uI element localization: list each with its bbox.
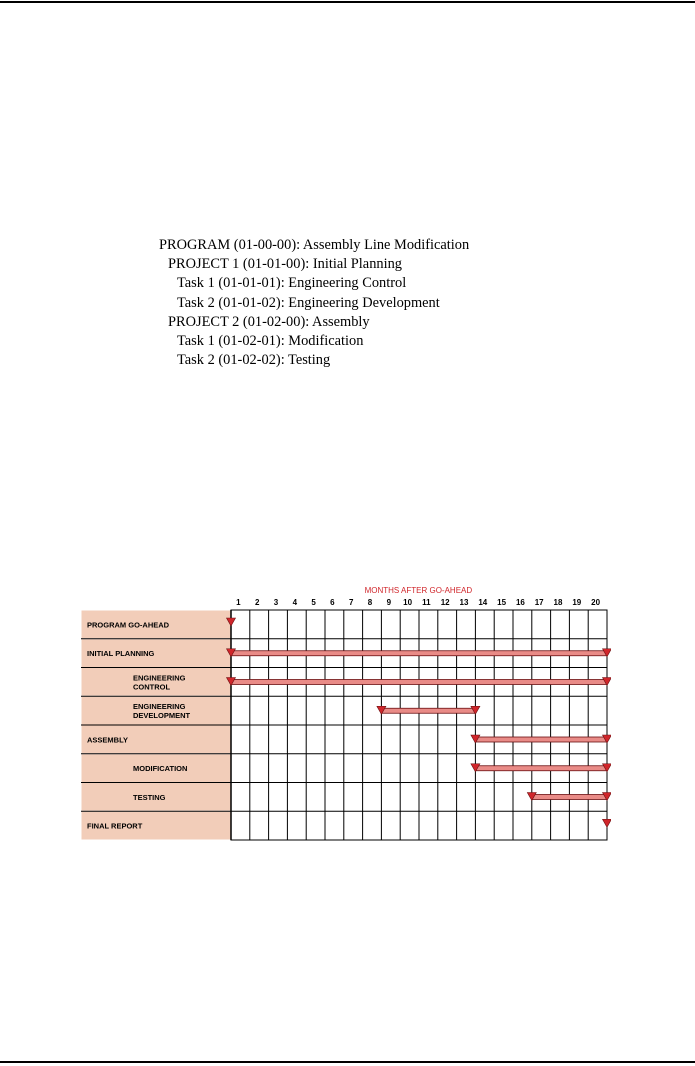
gantt-chart-svg [81,584,611,846]
wbs-item: Task 2 (01-01-02): Engineering Development [177,294,440,311]
row-label: PROGRAM GO-AHEAD [87,620,170,630]
row-label: TESTING [133,792,166,802]
month-tick-label: 6 [330,598,335,607]
wbs-item: Task 1 (01-01-01): Engineering Control [177,275,407,292]
top-rule [0,1,695,3]
row-label: ASSEMBLY [87,735,128,745]
task-bar [475,737,607,742]
row-label: INITIAL PLANNING [87,649,155,659]
gantt-chart [81,584,611,846]
month-tick-label: 20 [591,598,601,607]
month-tick-label: 18 [553,598,563,607]
month-tick-label: 4 [292,598,298,607]
chart-title: MONTHS AFTER GO-AHEAD [364,586,473,595]
month-tick-label: 5 [311,598,316,607]
bottom-rule [0,1061,695,1063]
wbs-item: PROJECT 1 (01-01-00): Initial Planning [168,256,402,273]
row-label: DEVELOPMENT [133,711,191,721]
wbs-item: Task 1 (01-02-01): Modification [177,332,364,349]
row-label: CONTROL [133,682,171,692]
row-label: ENGINEERING [133,673,186,683]
month-tick-label: 7 [348,598,354,607]
month-tick-label: 8 [367,598,373,607]
month-tick-label: 3 [273,598,279,607]
task-bar [231,680,607,685]
month-tick-label: 11 [422,598,431,607]
month-tick-label: 10 [403,598,413,607]
task-bar [381,708,475,713]
row-label: FINAL REPORT [87,821,143,831]
month-tick-label: 16 [515,598,525,607]
task-bar [532,795,607,800]
month-tick-label: 2 [254,598,260,607]
task-bar [231,651,607,656]
month-tick-label: 14 [478,598,488,607]
month-tick-label: 12 [440,598,450,607]
wbs-item: PROJECT 2 (01-02-00): Assembly [168,313,370,330]
month-tick-label: 13 [459,598,469,607]
wbs-item: Task 2 (01-02-02): Testing [177,352,331,369]
row-label: MODIFICATION [133,764,188,774]
task-bar [475,766,607,771]
month-tick-label: 17 [534,598,544,607]
month-tick-label: 19 [572,598,582,607]
row-label: ENGINEERING [133,702,186,712]
month-tick-label: 1 [236,598,241,607]
wbs-item: PROGRAM (01-00-00): Assembly Line Modification [159,237,470,253]
month-tick-label: 15 [497,598,507,607]
month-tick-label: 9 [386,598,392,607]
work-breakdown-structure [159,236,469,370]
